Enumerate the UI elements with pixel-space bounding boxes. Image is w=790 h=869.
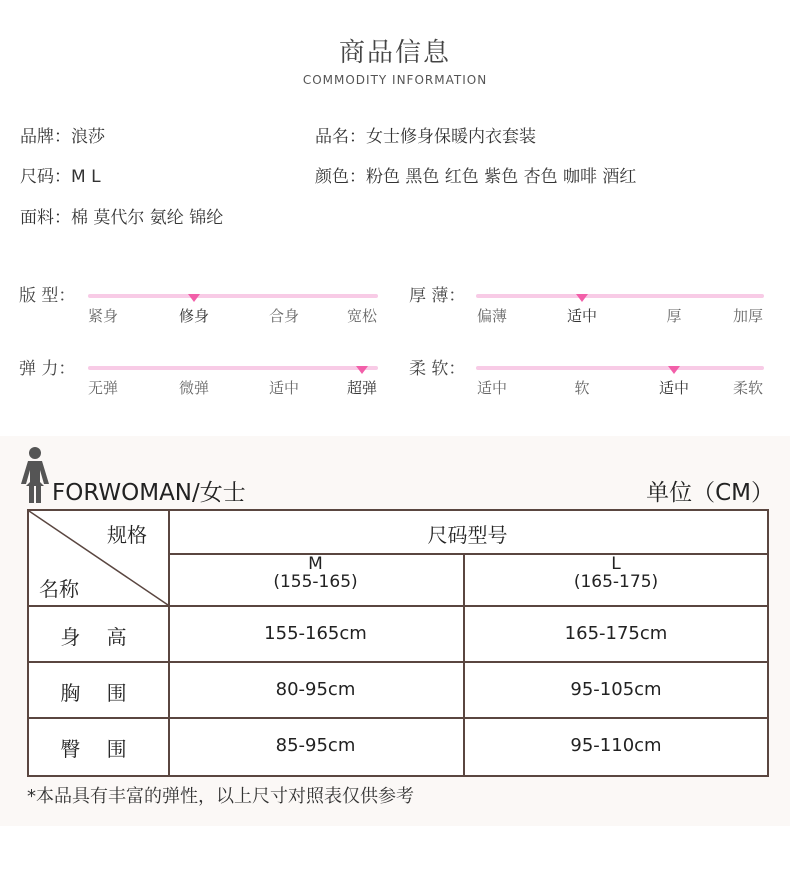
slider-tick-label: 紧身 [87, 307, 119, 325]
fabric-text: 面料：棉 莫代尔 氨纶 锦纶 [20, 208, 224, 228]
size-table [27, 509, 769, 777]
product-name-text: 品名：女士修身保暖内衣套装 [315, 127, 536, 147]
slider-track [88, 294, 378, 298]
row-name-height: 身 高 [60, 625, 137, 649]
section-header [0, 32, 790, 87]
column-range: (155-165) [273, 572, 358, 592]
slider-tick-label: 加厚 [732, 307, 764, 325]
slider-tick-label: 软 [574, 379, 590, 397]
color-text: 颜色：粉色 黑色 红色 紫色 杏色 咖啡 酒红 [315, 167, 637, 187]
slider-tick-label: 适中 [476, 379, 508, 397]
slider-tick-label: 合身 [268, 307, 300, 325]
table-cell: 165-175cm [564, 623, 668, 644]
column-size: L [611, 554, 621, 574]
size-note: *本品具有丰富的弹性，以上尺寸对照表仅供参考 [27, 786, 414, 807]
slider-label: 弹 力： [19, 359, 76, 379]
slider-tick-label: 适中 [566, 307, 598, 325]
size-text: 尺码：M L [20, 167, 101, 187]
slider-tick-label: 偏薄 [476, 307, 508, 325]
column-size: M [308, 554, 323, 574]
table-divider [29, 661, 767, 663]
table-cell: 95-110cm [570, 735, 662, 756]
slider-label: 柔 软： [409, 359, 466, 379]
column-header-l [465, 555, 767, 591]
slider-track [88, 366, 378, 370]
slider-track [476, 366, 764, 370]
slider-tick-label: 厚 [666, 307, 682, 325]
table-cell: 95-105cm [570, 679, 662, 700]
for-woman-label: FORWOMAN/女士 [52, 480, 246, 506]
slider-tick-label: 微弹 [178, 379, 210, 397]
slider-tick-label: 超弹 [346, 379, 378, 397]
corner-spec-label: 规格 [107, 523, 147, 547]
slider-marker-icon [668, 366, 680, 374]
unit-label: 单位（CM） [646, 480, 774, 506]
table-divider [29, 717, 767, 719]
slider-tick-label: 适中 [658, 379, 690, 397]
slider-label: 厚 薄： [409, 286, 466, 306]
table-cell: 155-165cm [264, 623, 367, 644]
slider-tick-label: 柔软 [732, 379, 764, 397]
slider-marker-icon [576, 294, 588, 302]
slider-tick-label: 无弹 [87, 379, 119, 397]
table-cell: 80-95cm [275, 679, 356, 700]
slider-track [476, 294, 764, 298]
slider-marker-icon [188, 294, 200, 302]
slider-marker-icon [356, 366, 368, 374]
slider-tick-label: 适中 [268, 379, 300, 397]
row-name-hip: 臀 围 [60, 737, 137, 761]
row-name-bust: 胸 围 [60, 681, 137, 705]
table-cell: 85-95cm [275, 735, 356, 756]
section-title: 商品信息 [338, 38, 451, 68]
corner-name-label: 名称 [39, 577, 79, 601]
size-model-header: 尺码型号 [427, 523, 508, 547]
slider-tick-label: 修身 [178, 307, 210, 325]
column-header-m [168, 555, 463, 591]
section-subtitle: COMMODITY INFORMATION [302, 73, 488, 87]
woman-figure-icon [18, 446, 52, 504]
column-range: (165-175) [573, 572, 659, 592]
slider-label: 版 型： [19, 286, 76, 306]
slider-tick-label: 宽松 [346, 307, 378, 325]
brand-text: 品牌：浪莎 [20, 127, 105, 147]
